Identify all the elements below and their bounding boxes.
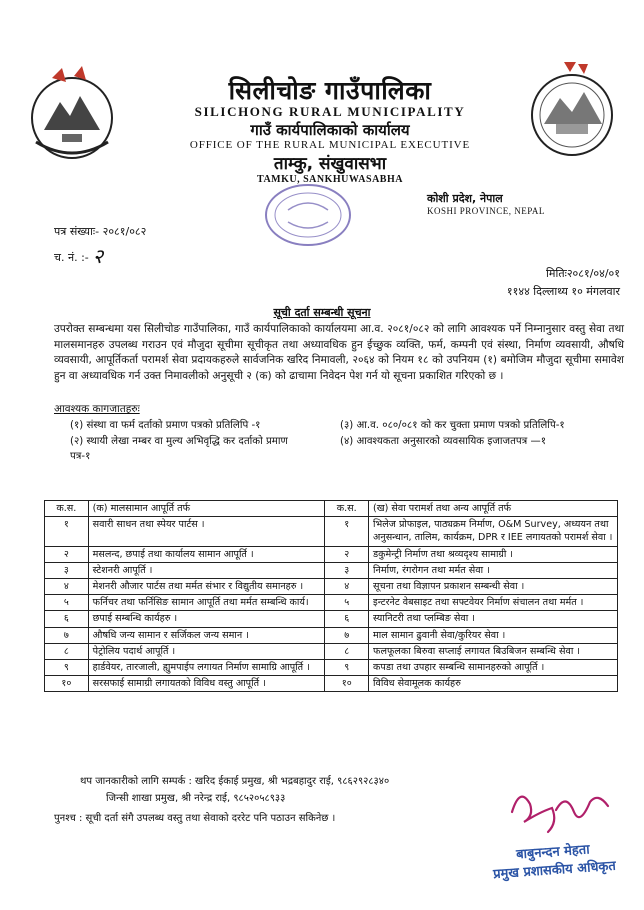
doc-item: (४) आवश्यकता अनुसारको व्यवसायिक इजाजतपत्र —१ xyxy=(340,435,547,447)
address-en: TAMKU, SANKHUWASABHA xyxy=(257,174,403,185)
goods-sn-cell: ३ xyxy=(45,562,89,578)
goods-sn-cell: ६ xyxy=(45,611,89,627)
signature xyxy=(500,782,620,842)
col-header-goods: (क) मालसामान आपूर्ति तर्फ xyxy=(88,501,325,517)
doc-item: (१) संस्था वा फर्म दर्ताको प्रमाण पत्रको प्रतिलिपि -१ xyxy=(70,420,261,431)
doc-item: (३) आ.व. ०८०/०८१ को कर चुक्ता प्रमाण पत्रको प्रतिलिपि-१ xyxy=(340,420,565,431)
goods-cell: छपाई सम्बन्धि कार्यहरु । xyxy=(88,611,325,627)
office-name-np: गाउँ कार्यपालिकाको कार्यालय xyxy=(250,121,410,139)
goods-cell: मेशनरी औजार पार्टस तथा मर्मत संभार र विद्युतीय समानहरु । xyxy=(88,579,325,595)
doc-item: (२) स्थायी लेखा नम्बर वा मुल्य अभिवृद्धि कर दर्ताको प्रमाण पत्र-१ xyxy=(70,435,288,462)
goods-cell: सवारी साधन तथा स्पेयर पार्टस । xyxy=(88,517,325,546)
table-row xyxy=(45,643,618,659)
col-header-sn: क.स. xyxy=(325,501,369,517)
service-cell: सूचना तथा विज्ञापन प्रकाशन सम्बन्धी सेवा । xyxy=(369,579,618,595)
service-sn-cell: ६ xyxy=(325,611,369,627)
municipality-name-np: सिलीचोङ गाउँपालिका xyxy=(228,76,432,105)
col-header-services: (ख) सेवा परामर्श तथा अन्य आपूर्ति तर्फ xyxy=(369,501,618,517)
service-sn-cell: ९ xyxy=(325,660,369,676)
service-sn-cell: ४ xyxy=(325,579,369,595)
signatory-title: प्रमुख प्रशासकीय अधिकृत xyxy=(492,858,617,883)
goods-sn-cell: ५ xyxy=(45,595,89,611)
letter-number: पत्र संख्याः- २०८१/०८२ xyxy=(54,225,147,238)
service-sn-cell: १० xyxy=(325,676,369,692)
col-header-sn: क.स. xyxy=(45,501,89,517)
service-cell: इन्टरनेट वेबसाइट तथा सफ्टवेयर निर्माण संचालन तथा मर्मत । xyxy=(369,595,618,611)
goods-sn-cell: १ xyxy=(45,517,89,546)
required-docs-heading: आवश्यक कागजातहरुः xyxy=(54,403,140,415)
day: ११४४ दिल्लाथ्य १० मंगलवार xyxy=(506,285,620,298)
dispatch-number-value: २ xyxy=(92,244,104,268)
municipality-logo xyxy=(522,60,622,170)
notice-title xyxy=(0,305,644,320)
service-cell: फलफूलका बिरुवा सप्लाई लगायत बिउबिजन सम्बन्धि सेवा । xyxy=(369,643,618,659)
table-row xyxy=(45,517,618,546)
service-sn-cell: ३ xyxy=(325,562,369,578)
service-cell: स्यानिटरी तथा प्लम्बिङ सेवा । xyxy=(369,611,618,627)
dispatch-number xyxy=(54,242,103,269)
contact-line: जिन्सी शाखा प्रमुख, श्री नरेन्द्र राई, ९८५२०५८९३३ xyxy=(106,793,286,804)
service-sn-cell: ८ xyxy=(325,643,369,659)
table-row xyxy=(45,660,618,676)
goods-cell: औषधि जन्य सामान र सर्जिकल जन्य समान । xyxy=(88,627,325,643)
goods-cell: हार्डवेयर, तारजाली, ह्युमपाईप लगायत निर्माण सामाग्रि आपूर्ति । xyxy=(88,660,325,676)
service-cell: डकुमेन्ट्री निर्माण तथा श्रव्यदृश्य सामाग्री । xyxy=(369,546,618,562)
service-sn-cell: ५ xyxy=(325,595,369,611)
required-docs-left xyxy=(70,418,310,465)
service-cell: विविध सेवामूलक कार्यहरु xyxy=(369,676,618,692)
goods-cell: मसलन्द, छपाई तथा कार्यालय सामान आपूर्ति । xyxy=(88,546,325,562)
table-row xyxy=(45,611,618,627)
table-row xyxy=(45,546,618,562)
supply-table xyxy=(44,500,618,692)
goods-sn-cell: ९ xyxy=(45,660,89,676)
notice-title-text: सूची दर्ता सम्बन्धी सूचना xyxy=(273,306,371,319)
postscript: पुनश्च : सूची दर्ता संगै उपलब्ध वस्तु तथा सेवाको दररेट पनि पठाउन सकिनेछ । xyxy=(54,813,336,824)
table-header-row xyxy=(45,501,618,517)
service-cell: भिलेज प्रोफाइल, पाठ्यक्रम निर्माण, O&M Survey, अध्ययन तथा अनुसन्धान, तालिम, कार्यक्रम, DPR र IEE लगायतको परामर्श सेवा । xyxy=(369,517,618,546)
goods-cell: पेट्रोलिय पदार्थ आपूर्ति । xyxy=(88,643,325,659)
goods-sn-cell: ७ xyxy=(45,627,89,643)
goods-sn-cell: २ xyxy=(45,546,89,562)
province-np: कोशी प्रदेश, नेपाल xyxy=(427,192,503,205)
signatory-name: बाबुनन्दन मेहता xyxy=(515,842,591,863)
service-cell: माल सामान ढुवानी सेवा/कुरियर सेवा । xyxy=(369,627,618,643)
service-cell: निर्माण, रंगरोगन तथा मर्मत सेवा । xyxy=(369,562,618,578)
goods-sn-cell: ४ xyxy=(45,579,89,595)
table-row xyxy=(45,562,618,578)
goods-sn-cell: १० xyxy=(45,676,89,692)
table-row xyxy=(45,676,618,692)
table-body xyxy=(45,517,618,692)
service-sn-cell: ७ xyxy=(325,627,369,643)
service-sn-cell: १ xyxy=(325,517,369,546)
contact-line: थप जानकारीको लागि सम्पर्क : खरिद ईकाई प्रमुख, श्री भद्रबहादुर राई, ९८६२९२८३४० xyxy=(80,776,390,787)
service-cell: कपडा तथा उपहार सम्बन्धि सामानहरुको आपूर्ति । xyxy=(369,660,618,676)
notice-body: उपरोक्त सम्बन्धमा यस सिलीचोङ गाउँपालिका, गाउँ कार्यपालिकाको कार्यालयमा आ.व. २०८१/०८२ को लागि आवश्यक पर्ने निम्नानुसार वस्तु सेवा तथा मालसमानहरु उपलब्ध गराउन एवं मौजुदा सूचीमा सूचीकृत तथा अध्यावधिक हुन ईच्छुक व्यक्ति, फर्म, कम्पनी एवं संस्था, निर्माण व्यवसायी, औषधि व्यवसायी, आपूर्तिकर्ता परामर्श सेवा प्रदायकहरुले सार्वजनिक खरिद निमावली, २०६४ को नियम १८ को उपनियम (१) बमोजिम मौजुदा सूचीमा समावेश हुन वा अध्यावधिक गर्न उक्त निमावलीको अनुसूची २ (क) को ढाचामा निवेदन पेश गर्न यो सूचना प्रकाशित गरिएको छ । xyxy=(54,323,624,382)
goods-cell: फर्निचर तथा फर्निसिङ सामान आपूर्ति तथा मर्मत सम्बन्धि कार्य। xyxy=(88,595,325,611)
table-row xyxy=(45,579,618,595)
address-np: ताम्कु, संखुवासभा xyxy=(273,154,387,174)
municipality-name-en: SILICHONG RURAL MUNICIPALITY xyxy=(194,104,466,119)
required-docs-right xyxy=(340,418,610,449)
province-en: KOSHI PROVINCE, NEPAL xyxy=(427,206,545,216)
contact-info xyxy=(80,773,389,807)
office-name-en: OFFICE OF THE RURAL MUNICIPAL EXECUTIVE xyxy=(189,139,471,151)
dispatch-number-label: च. नं. :- xyxy=(54,251,89,264)
goods-cell: स्टेशनरी आपूर्ति । xyxy=(88,562,325,578)
table-row xyxy=(45,627,618,643)
nepal-emblem-logo xyxy=(22,60,122,170)
office-stamp xyxy=(262,180,354,250)
goods-cell: सरसफाई सामाग्री लगायतको विविध वस्तु आपूर्ति । xyxy=(88,676,325,692)
table-row xyxy=(45,595,618,611)
goods-sn-cell: ८ xyxy=(45,643,89,659)
date: मितिः२०८१/०४/०१ xyxy=(546,267,620,280)
service-sn-cell: २ xyxy=(325,546,369,562)
